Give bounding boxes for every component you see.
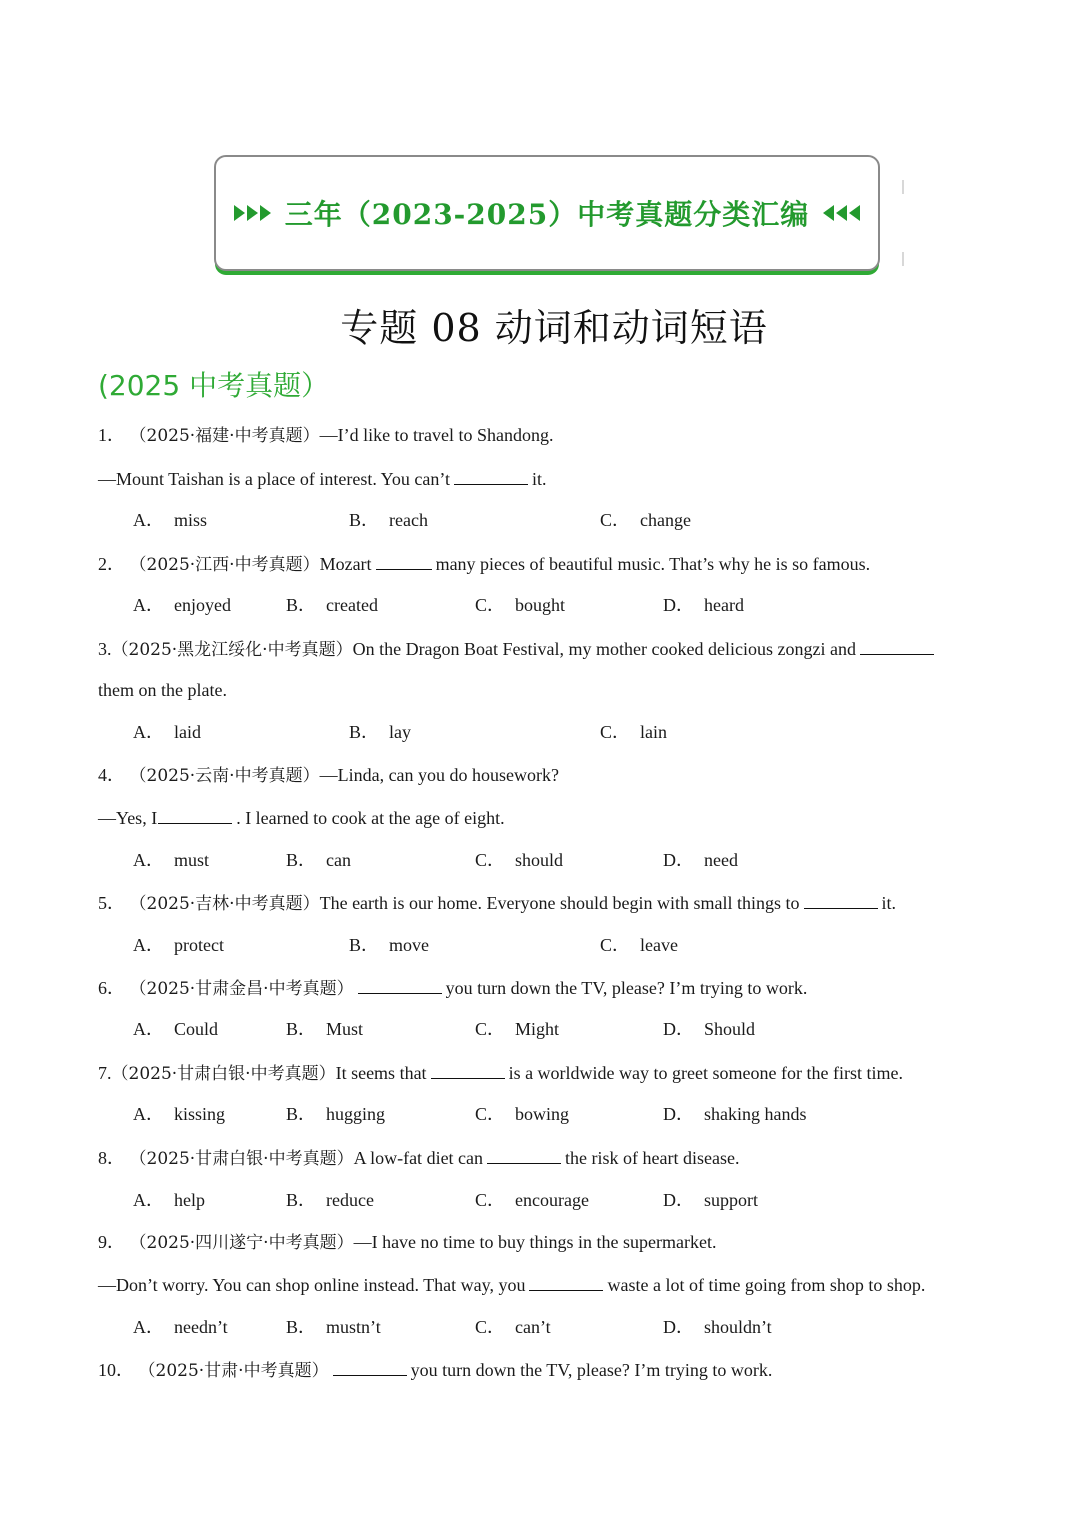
option-d[interactable]: D． Should xyxy=(663,1019,756,1039)
question-source: （2025·云南·中考真题） xyxy=(129,766,320,786)
question-number: 3. xyxy=(98,639,112,659)
question-text: is a worldwide way to greet someone for the first time. xyxy=(508,1063,903,1083)
question-text: —I have no time to buy things in the supermarket. xyxy=(353,1232,717,1252)
option-c[interactable]: C． leave xyxy=(600,935,678,955)
question-number: 9． xyxy=(98,1232,125,1252)
option-b[interactable]: B． created xyxy=(286,595,378,615)
option-b[interactable]: B． move xyxy=(349,935,430,955)
option-b[interactable]: B． reduce xyxy=(286,1190,374,1210)
divider-tick xyxy=(902,252,904,266)
divider-tick xyxy=(902,180,904,194)
question-text: A low-fat diet can xyxy=(353,1148,484,1168)
question-text: the risk of heart disease. xyxy=(565,1148,740,1168)
option-a[interactable]: A． protect xyxy=(133,935,224,955)
question-text: —Yes, I xyxy=(98,808,158,828)
question-2-line-1 xyxy=(98,551,870,577)
answer-blank[interactable] xyxy=(454,466,528,485)
question-text: —Mount Taishan is a place of interest. You can’t xyxy=(98,469,451,489)
question-4-line-1 xyxy=(98,763,559,788)
answer-blank[interactable] xyxy=(529,1272,603,1291)
option-d[interactable]: D． shouldn’t xyxy=(663,1317,772,1337)
answer-blank[interactable] xyxy=(487,1145,561,1164)
option-c[interactable]: C． encourage xyxy=(475,1190,589,1210)
banner-title: 三年（2023-2025）中考真题分类汇编 xyxy=(284,198,810,231)
question-text: you turn down the TV, please? I’m trying to work. xyxy=(445,978,808,998)
question-3-line-2 xyxy=(98,678,227,702)
question-source: （2025·甘肃白银·中考真题） xyxy=(111,1064,336,1084)
option-c[interactable]: C． should xyxy=(475,850,564,870)
option-c[interactable]: C． lain xyxy=(600,722,668,742)
question-5-line-1 xyxy=(98,890,896,916)
option-d[interactable]: D． heard xyxy=(663,595,744,615)
question-number: 4． xyxy=(98,765,125,785)
option-d[interactable]: D． need xyxy=(663,850,738,870)
question-number: 8． xyxy=(98,1148,125,1168)
option-a[interactable]: A． needn’t xyxy=(133,1317,228,1337)
question-number: 2． xyxy=(98,554,125,574)
option-c[interactable]: C． change xyxy=(600,510,691,530)
question-source: （2025·黑龙江绥化·中考真题） xyxy=(111,640,353,660)
option-c[interactable]: C． bought xyxy=(475,595,566,615)
answer-blank[interactable] xyxy=(358,975,442,994)
question-10-line-1 xyxy=(98,1357,772,1383)
question-text: The earth is our home. Everyone should begin with small things to xyxy=(319,893,800,913)
question-text: it. xyxy=(532,469,547,489)
question-number: 1． xyxy=(98,425,125,445)
option-a[interactable]: A． help xyxy=(133,1190,205,1210)
question-source: （2025·甘肃·中考真题） xyxy=(138,1361,329,1381)
question-number: 5． xyxy=(98,893,125,913)
option-c[interactable]: C． bowing xyxy=(475,1104,570,1124)
answer-blank[interactable] xyxy=(431,1060,505,1079)
option-b[interactable]: B． mustn’t xyxy=(286,1317,381,1337)
option-b[interactable]: B． Must xyxy=(286,1019,364,1039)
question-text: them on the plate. xyxy=(98,680,227,700)
question-number: 10． xyxy=(98,1360,134,1380)
question-8-line-1 xyxy=(98,1145,739,1171)
option-d[interactable]: D． support xyxy=(663,1190,758,1210)
question-text: —Don’t worry. You can shop online instead. That way, you xyxy=(98,1275,526,1295)
option-c[interactable]: C． Might xyxy=(475,1019,560,1039)
question-text: you turn down the TV, please? I’m trying to work. xyxy=(410,1360,773,1380)
page-title: 专题 08 动词和动词短语 xyxy=(340,306,768,350)
question-number: 6． xyxy=(98,978,125,998)
answer-blank[interactable] xyxy=(860,636,934,655)
question-text: Mozart xyxy=(319,554,372,574)
option-a[interactable]: A． must xyxy=(133,850,210,870)
option-a[interactable]: A． Could xyxy=(133,1019,219,1039)
question-text: —I’d like to travel to Shandong. xyxy=(319,425,554,445)
answer-blank[interactable] xyxy=(333,1357,407,1376)
question-1-line-2 xyxy=(98,466,547,491)
question-source: （2025·四川遂宁·中考真题） xyxy=(129,1233,354,1253)
question-source: （2025·甘肃白银·中考真题） xyxy=(129,1149,354,1169)
question-text: —Linda, can you do housework? xyxy=(319,765,560,785)
option-b[interactable]: B． hugging xyxy=(286,1104,386,1124)
question-number: 7. xyxy=(98,1063,112,1083)
question-source: （2025·江西·中考真题） xyxy=(129,555,320,575)
answer-blank[interactable] xyxy=(158,805,232,824)
option-a[interactable]: A． laid xyxy=(133,722,201,742)
banner-row xyxy=(234,193,860,233)
section-heading: (2025 中考真题） xyxy=(98,369,330,402)
question-9-line-2 xyxy=(98,1272,925,1297)
question-source: （2025·甘肃金昌·中考真题） xyxy=(129,979,354,999)
option-c[interactable]: C． can’t xyxy=(475,1317,551,1337)
header-banner xyxy=(214,155,880,271)
question-7-line-1 xyxy=(98,1060,903,1086)
option-b[interactable]: B． reach xyxy=(349,510,428,530)
question-text: On the Dragon Boat Festival, my mother cooked delicious zongzi and xyxy=(352,639,856,659)
question-text: it. xyxy=(881,893,897,913)
question-text: It seems that xyxy=(335,1063,427,1083)
right-arrows-icon xyxy=(234,205,271,221)
option-b[interactable]: B． can xyxy=(286,850,351,870)
option-a[interactable]: A． miss xyxy=(133,510,208,530)
question-9-line-1 xyxy=(98,1230,717,1255)
question-source: （2025·福建·中考真题） xyxy=(129,426,320,446)
left-arrows-icon xyxy=(823,205,860,221)
option-a[interactable]: A． kissing xyxy=(133,1104,226,1124)
question-6-line-1 xyxy=(98,975,807,1001)
question-text: waste a lot of time going from shop to shop. xyxy=(607,1275,926,1295)
option-d[interactable]: D． shaking hands xyxy=(663,1104,807,1124)
question-text: many pieces of beautiful music. That’s why he is so famous. xyxy=(435,554,871,574)
answer-blank[interactable] xyxy=(804,890,878,909)
answer-blank[interactable] xyxy=(376,551,432,570)
question-1-line-1 xyxy=(98,423,554,448)
question-source: （2025·吉林·中考真题） xyxy=(129,894,320,914)
question-text: . I learned to cook at the age of eight. xyxy=(236,808,505,828)
question-4-line-2 xyxy=(98,805,505,830)
option-b[interactable]: B． lay xyxy=(349,722,412,742)
option-a[interactable]: A． enjoyed xyxy=(133,595,231,615)
question-3-line-1 xyxy=(98,636,938,662)
